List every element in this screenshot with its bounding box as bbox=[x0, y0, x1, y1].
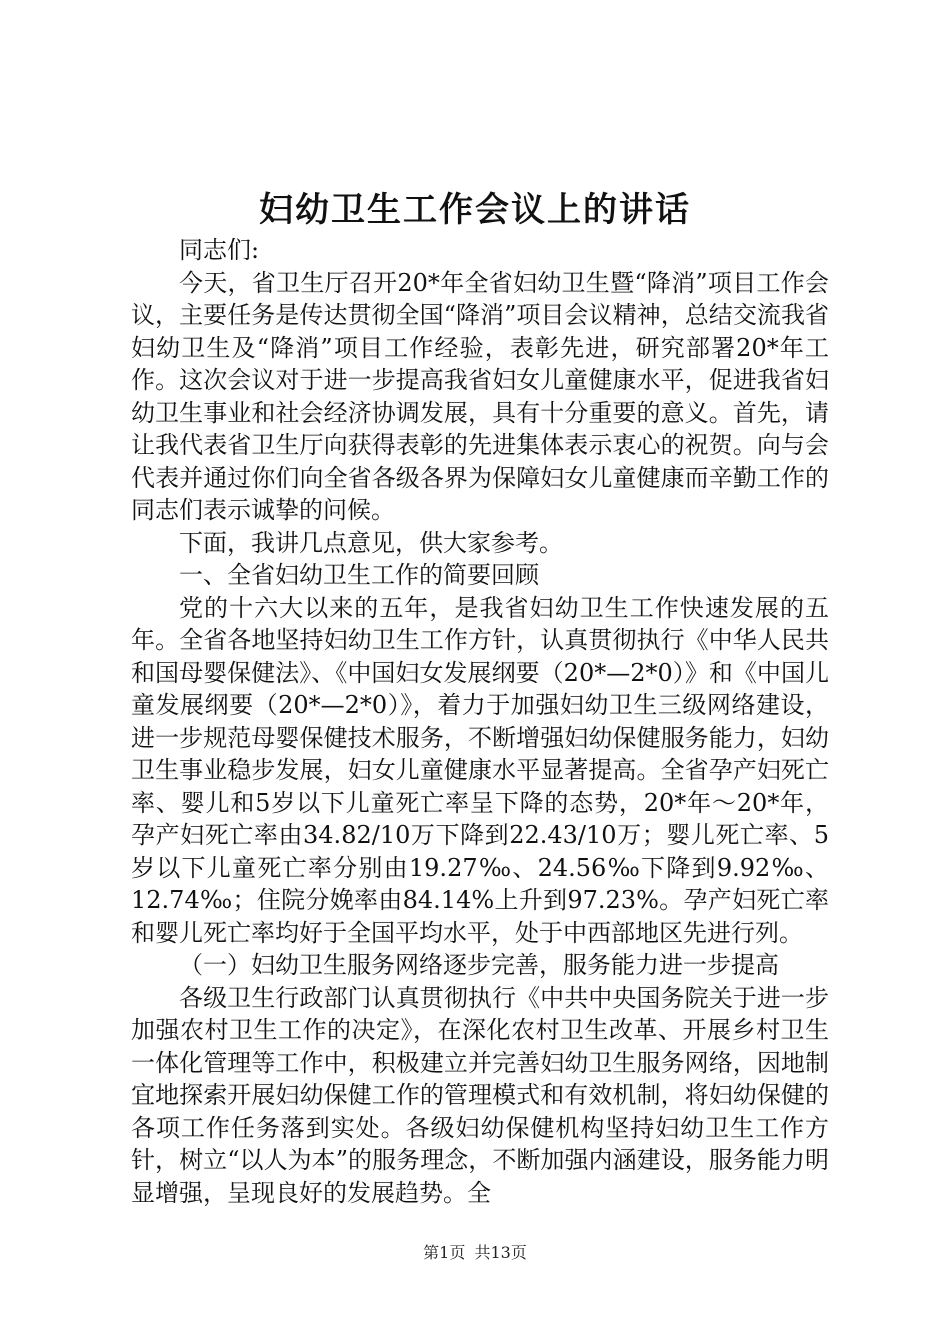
section-heading-1: 一、全省妇幼卫生工作的简要回顾 bbox=[179, 561, 539, 589]
subsection-heading-1: （一）妇幼卫生服务网络逐步完善，服务能力进一步提高 bbox=[179, 951, 779, 979]
page-footer bbox=[0, 1242, 950, 1264]
paragraph-network: 各级卫生行政部门认真贯彻执行《中共中央国务院关于进一步加强农村卫生工作的决定》，在深化农村卫生改革、开展乡村卫生一体化管理等工作中，积极建立并完善妇幼卫生服务网络，因地制宜地探索开展妇幼保健工作的管理模式和有效机制，将妇幼保健的各项工作任务落到实处。各级妇幼保健机构坚持妇幼卫生工作方针，树立“以人为本”的服务理念，不断加强内涵建设，服务能力明显增强，呈现良好的发展趋势。全 bbox=[131, 983, 829, 1207]
page-total: 共13页 bbox=[474, 1243, 527, 1262]
salutation: 同志们: bbox=[179, 236, 260, 264]
document-body bbox=[131, 234, 829, 1209]
paragraph-intro: 今天，省卫生厅召开20*年全省妇幼卫生暨“降消”项目工作会议，主要任务是传达贯彻全国“降消”项目会议精神，总结交流我省妇幼卫生及“降消”项目工作经验，表彰先进，研究部署20*年工作。这次会议对于进一步提高我省妇女儿童健康水平，促进我省妇幼卫生事业和社会经济协调发展，具有十分重要的意义。首先，请让我代表省卫生厅向获得表彰的先进集体表示衷心的祝贺。向与会代表并通过你们向全省各级各界为保障妇女儿童健康而辛勤工作的同志们表示诚挚的问候。 bbox=[131, 268, 829, 524]
paragraph-transition: 下面，我讲几点意见，供大家参考。 bbox=[179, 528, 563, 557]
document-title: 妇幼卫生工作会议上的讲话 bbox=[259, 190, 691, 230]
page-number: 第1页 bbox=[423, 1243, 466, 1262]
paragraph-review: 党的十六大以来的五年，是我省妇幼卫生工作快速发展的五年。全省各地坚持妇幼卫生工作方针，认真贯彻执行《中华人民共和国母婴保健法》、《中国妇女发展纲要（20*—2*0）》和《中国儿童发展纲要（20*—2*0）》，着力于加强妇幼卫生三级网络建设，进一步规范母婴保健技术服务，不断增强妇幼保健服务能力，妇幼卫生事业稳步发展，妇女儿童健康水平显著提高。全省孕产妇死亡率、婴儿和5岁以下儿童死亡率呈下降的态势，20*年～20*年，孕产妇死亡率由34.82/10万下降到22.43/10万；婴儿死亡率、5岁以下儿童死亡率分别由19.27‰、24.56‰下降到9.92‰、12.74‰；住院分娩率由84.14%上升到97.23%。孕产妇死亡率和婴儿死亡率均好于全国平均水平，处于中西部地区先进行列。 bbox=[131, 593, 829, 947]
